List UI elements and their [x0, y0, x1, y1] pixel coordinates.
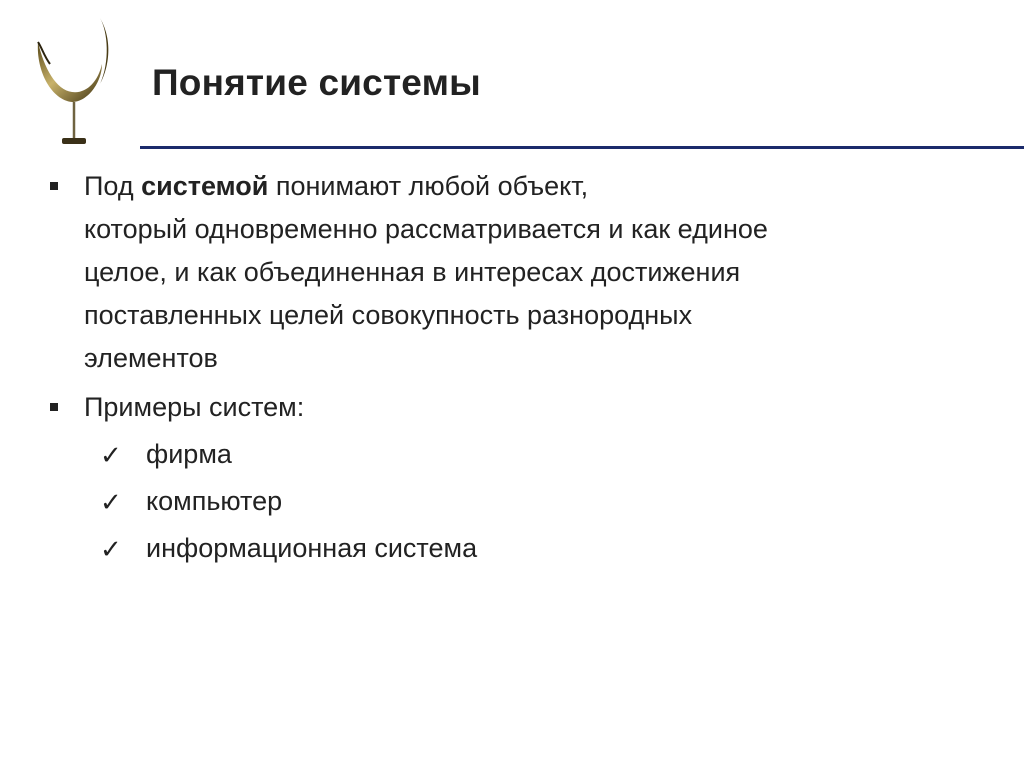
definition-term: системой: [141, 171, 269, 201]
example-item: [84, 525, 984, 572]
example-item: [84, 431, 984, 478]
bullet-list: [44, 165, 984, 572]
definition-line: который одновременно рассматривается и как единое: [84, 214, 768, 244]
definition-prefix: Под: [84, 171, 142, 201]
example-item: [84, 478, 984, 525]
example-label: компьютер: [146, 486, 283, 516]
definition-line: целое, и как объединенная в интересах достижения: [84, 257, 741, 287]
checkmark-icon: ✓: [100, 534, 122, 564]
title-divider: [140, 146, 1024, 149]
bullet-examples: [44, 386, 984, 572]
checkmark-icon: ✓: [100, 487, 122, 517]
definition-suffix: понимают любой объект,: [268, 171, 589, 201]
example-label: информационная система: [146, 533, 478, 563]
checkmark-icon: ✓: [100, 440, 122, 470]
examples-list: [84, 431, 984, 572]
definition-line: поставленных целей совокупность разнородных: [84, 300, 693, 330]
bullet-definition: [44, 165, 984, 380]
page-title: Понятие системы: [152, 62, 481, 103]
definition-line: элементов: [84, 343, 218, 373]
examples-heading: Примеры систем:: [84, 392, 305, 422]
example-label: фирма: [146, 439, 232, 469]
square-bullet-icon: [50, 182, 58, 190]
square-bullet-icon: [50, 403, 58, 411]
trophy-cup-logo-icon: [28, 12, 124, 152]
